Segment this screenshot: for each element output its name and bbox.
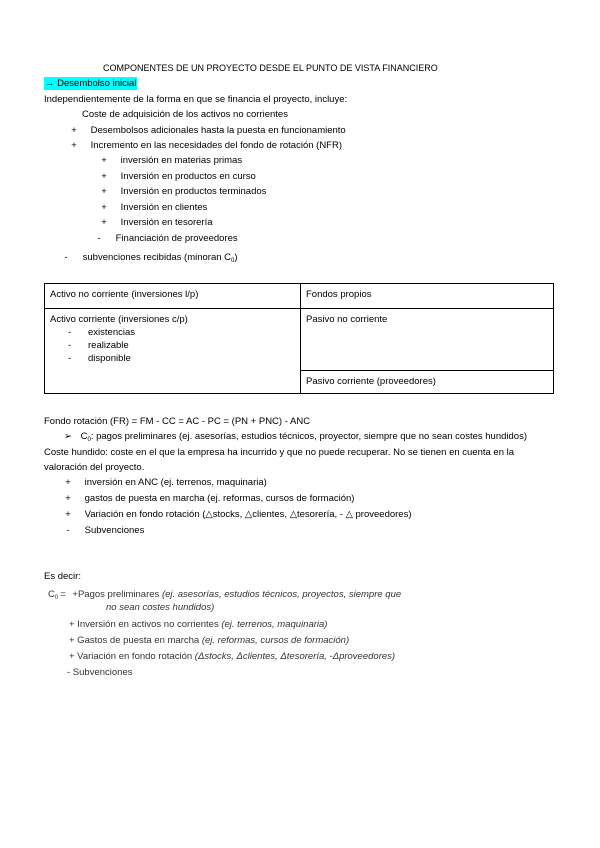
bullet: - <box>97 233 101 244</box>
bullet: - <box>64 252 68 263</box>
paragraph-line: Coste hundido: coste en el que la empresa ha incurrido y que no puede recuperar. No se tienen en cuenta en la <box>44 447 515 458</box>
table-cell: Activo no corriente (inversiones l/p) <box>45 284 301 309</box>
sub-list-item <box>90 216 213 229</box>
paragraph-line: valoración del proyecto. <box>44 462 145 473</box>
list-item-0: Coste de adquisición de los activos no corrientes <box>82 109 288 120</box>
cell-item-text: realizable <box>88 340 129 351</box>
sub-list-text: Inversión en tesorería <box>120 217 213 228</box>
sub-list-item <box>90 170 256 183</box>
bullet: - <box>68 340 72 351</box>
cell-item <box>50 326 295 339</box>
list-item <box>54 492 354 505</box>
bullet: - <box>66 525 70 536</box>
list-item-subvenciones <box>52 251 238 268</box>
bullet: - <box>68 327 72 338</box>
list-item-text: Subvenciones <box>84 525 145 536</box>
equals: = <box>60 589 66 600</box>
bullet: - <box>68 353 72 364</box>
bullet: + <box>65 509 71 520</box>
image-line <box>48 588 401 605</box>
list-item-text: inversión en ANC (ej. terrenos, maquinaria) <box>84 477 267 488</box>
image-line <box>69 650 395 663</box>
sub-list-item <box>90 185 266 198</box>
image-line-note: (ej. asesorías, estudios técnicos, proyectos, siempre que <box>161 589 402 600</box>
sub-list-item <box>90 154 242 167</box>
page-title: COMPONENTES DE UN PROYECTO DESDE EL PUNTO DE VISTA FINANCIERO <box>103 63 438 73</box>
intro-text: Independientemente de la forma en que se financia el proyecto, incluye: <box>44 94 348 105</box>
list-item-text: subvenciones recibidas (minoran C <box>82 252 232 263</box>
cell-heading: Activo corriente (inversiones c/p) <box>50 314 188 325</box>
image-line-text: + Gastos de puesta en marcha <box>69 635 202 646</box>
table-cell: Fondos propios <box>301 284 554 309</box>
list-item-text: gastos de puesta en marcha (ej. reformas, cursos de formación) <box>84 493 355 504</box>
list-item <box>54 524 144 537</box>
image-line: - Subvenciones <box>67 667 133 678</box>
image-line-text: + Variación en fondo rotación <box>69 651 195 662</box>
cell-item-text: existencias <box>88 327 135 338</box>
bullet: + <box>65 477 71 488</box>
bullet: + <box>101 186 107 197</box>
list-item-text: Desembolsos adicionales hasta la puesta en funcionamiento <box>90 125 346 136</box>
bullet: + <box>101 171 107 182</box>
arrow-icon: ➢ <box>64 431 72 442</box>
bullet: + <box>101 202 107 213</box>
table-cell: Pasivo corriente (proveedores) <box>301 370 554 393</box>
bullet: + <box>101 155 107 166</box>
list-item <box>60 139 342 152</box>
bullet: + <box>101 217 107 228</box>
sub-list-item <box>90 201 207 214</box>
table-cell: Pasivo no corriente <box>301 309 554 371</box>
cell-item-text: disponible <box>88 353 131 364</box>
sub-list-text: Inversión en productos en curso <box>120 171 256 182</box>
balance-table <box>44 283 554 394</box>
sub-list-text: inversión en materias primas <box>120 155 243 166</box>
bullet: + <box>71 140 77 151</box>
bullet: + <box>65 493 71 504</box>
image-line-note: no sean costes hundidos) <box>106 602 215 613</box>
closing-paren: ) <box>234 252 238 263</box>
c0-label: C <box>80 431 88 442</box>
subscript: 0 <box>87 437 91 443</box>
section-heading: → Desembolso inicial <box>45 78 137 89</box>
bullet: + <box>71 125 77 136</box>
list-item-text: Incremento en las necesidades del fondo de rotación (NFR) <box>90 140 343 151</box>
image-line-note: (ej. reformas, cursos de formación) <box>201 635 350 646</box>
image-line-text: +Pagos preliminares <box>72 589 162 600</box>
table-cell <box>45 309 301 394</box>
sub-list-item <box>85 232 238 245</box>
sub-list-text: Financiación de proveedores <box>115 233 238 244</box>
sub-list-text: Inversión en clientes <box>120 202 208 213</box>
formula: Fondo rotación (FR) = FM - CC = AC - PC = (PN + PNC) - ANC <box>44 416 311 427</box>
image-line <box>69 634 349 647</box>
subscript: 0 <box>54 595 59 601</box>
list-item-text: Variación en fondo rotación (△stocks, △clientes, △tesorería, - △ proveedores) <box>84 509 412 520</box>
c0-label: C <box>48 589 55 600</box>
sub-list-text: Inversión en productos terminados <box>120 186 267 197</box>
c0-definition <box>64 430 527 447</box>
image-line-text: + Inversión en activos no corrientes <box>69 619 222 630</box>
cell-item <box>50 339 295 352</box>
list-item <box>54 476 267 489</box>
image-line <box>106 601 214 614</box>
list-item <box>60 124 346 137</box>
es-decir-label: Es decir: <box>44 571 81 582</box>
list-item <box>54 508 412 521</box>
subscript: 0 <box>231 258 235 264</box>
image-line-note: (Δstocks, Δclientes, Δtesorería, -Δproveedores) <box>194 651 396 662</box>
image-line <box>69 618 327 631</box>
image-line-note: (ej. terrenos, maquinaria) <box>221 619 328 630</box>
cell-item <box>50 352 295 365</box>
c0-text: : pagos preliminares (ej. asesorías, estudios técnicos, proyector, siempre que no sean costes hundidos) <box>90 431 528 442</box>
